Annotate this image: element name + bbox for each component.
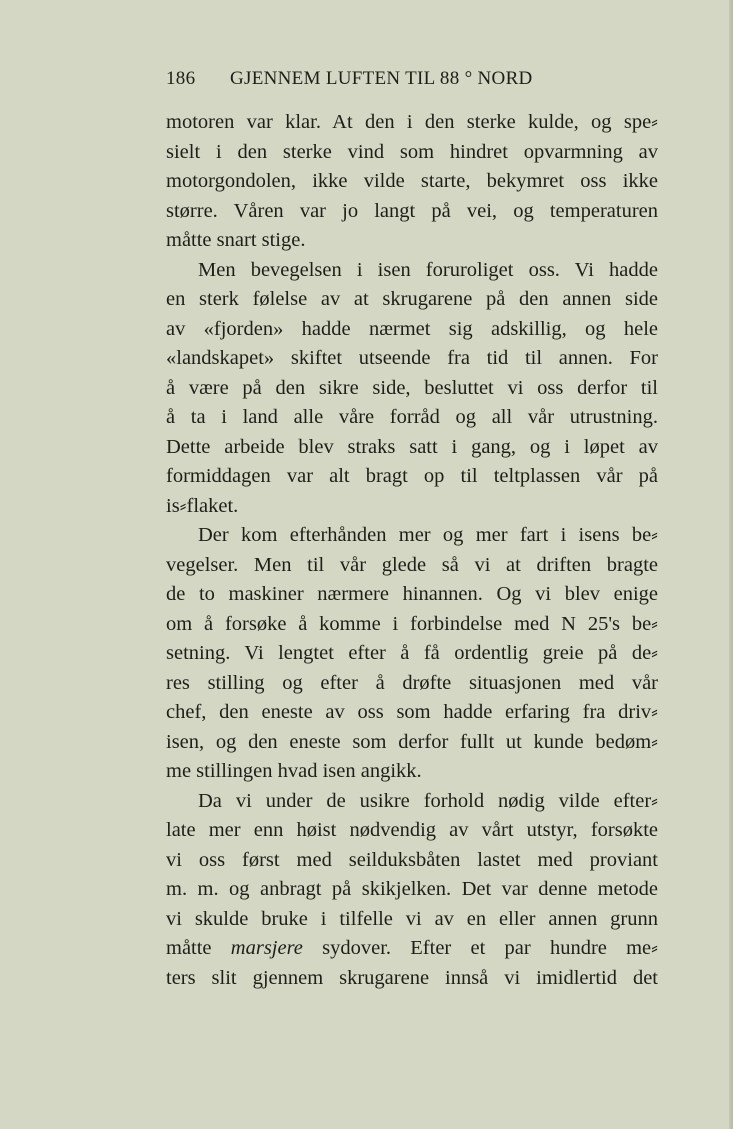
text-line: måtte snart stige. (166, 229, 306, 251)
text-line: om å forsøke å komme i forbindelse med N 25's be⸗ (166, 612, 658, 635)
text-line: Dette arbeide blev straks satt i gang, og i løpet av (166, 435, 658, 458)
text-line: de to maskiner nærmere hinannen. Og vi blev enige (166, 583, 658, 605)
text-segment: måtte (166, 937, 231, 959)
page-header (166, 68, 666, 98)
text-line: setning. Vi lengtet efter å få ordentlig greie på de⸗ (166, 642, 658, 664)
text-line: motorgondolen, ikke vilde starte, bekymret oss ikke (166, 170, 658, 192)
text-line: isen, og den eneste som derfor fullt ut kunde bedøm⸗ (166, 730, 658, 753)
text-line: å være på den sikre side, besluttet vi oss derfor til (166, 376, 658, 399)
text-line: vegelser. Men til vår glede så vi at driften bragte (166, 553, 658, 576)
text-line: Da vi under de usikre forhold nødig vilde efter⸗ (198, 789, 658, 812)
text-line: formiddagen var alt bragt op til teltplassen vår på (166, 465, 658, 487)
text-line: res stilling og efter å drøfte situasjonen med vår (166, 671, 658, 694)
text-line: is⸗flaket. (166, 494, 239, 517)
text-line: Der kom efterhånden mer og mer fart i isens be⸗ (198, 524, 658, 546)
text-line: vi oss først med seilduksbåten lastet med proviant (166, 848, 658, 871)
text-segment: sydover. Efter et par hundre me⸗ (302, 937, 658, 959)
text-line: av «fjorden» hadde nærmet sig adskillig, og hele (166, 317, 658, 340)
emphasized-word: marsjere (230, 937, 303, 959)
text-line: å ta i land alle våre forråd og all vår utrustning. (166, 406, 658, 428)
page-edge (729, 0, 733, 1129)
text-line: sielt i den sterke vind som hindret opvarmning av (166, 140, 658, 163)
text-line: ters slit gjennem skrugarene innså vi imidlertid det (166, 966, 658, 989)
text-line: motoren var klar. At den i den sterke kulde, og spe⸗ (166, 111, 658, 133)
running-title: GJENNEM LUFTEN TIL 88 ° NORD (230, 68, 533, 89)
text-line: chef, den eneste av oss som hadde erfaring fra driv⸗ (166, 701, 658, 723)
text-line: «landskapet» skiftet utseende fra tid til annen. For (166, 347, 658, 369)
text-line (166, 934, 658, 964)
page-number: 186 (166, 68, 196, 89)
text-line: m. m. og anbragt på skikjelken. Det var denne metode (166, 878, 658, 900)
text-line: en sterk følelse av at skrugarene på den annen side (166, 288, 658, 310)
text-line: vi skulde bruke i tilfelle vi av en eller annen grunn (166, 907, 658, 930)
text-line: Men bevegelsen i isen foruroliget oss. Vi hadde (198, 258, 658, 281)
text-line: late mer enn høist nødvendig av vårt utstyr, forsøkte (166, 819, 658, 841)
body-text (166, 108, 658, 993)
text-line: me stillingen hvad isen angikk. (166, 760, 422, 782)
text-line: større. Våren var jo langt på vei, og temperaturen (166, 199, 658, 222)
